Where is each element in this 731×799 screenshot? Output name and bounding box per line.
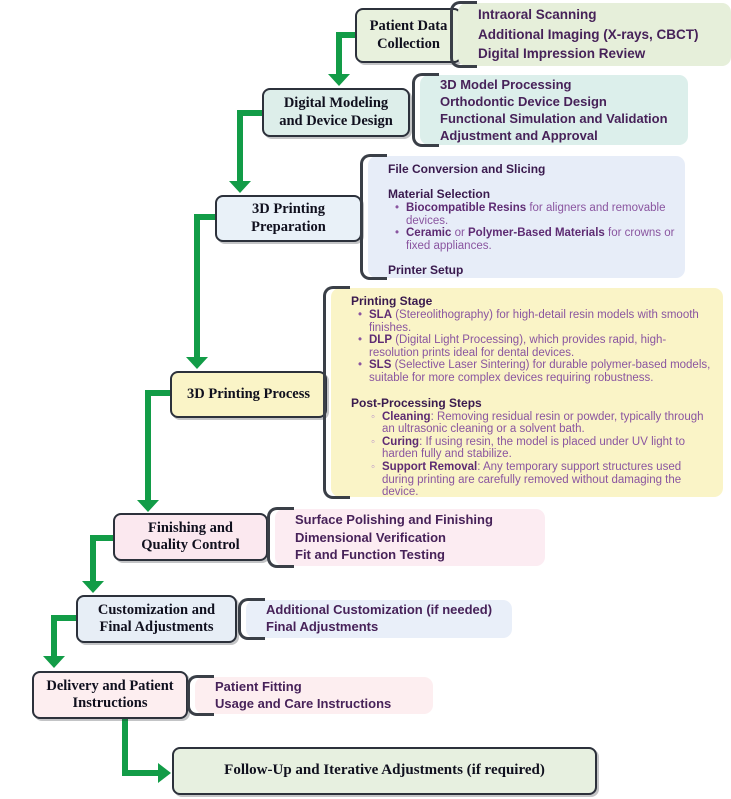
detail-lines xyxy=(478,5,721,64)
detail-line: Additional Customization (if needed) xyxy=(266,602,493,618)
detail-3d-printing-process xyxy=(331,288,723,497)
detail-delivery-patient-instructions xyxy=(195,677,433,714)
section-header: Material Selection xyxy=(388,187,491,201)
detail-finishing-quality-control xyxy=(275,509,545,566)
detail-section xyxy=(388,187,675,252)
detail-lines xyxy=(215,679,423,713)
detail-section xyxy=(351,294,713,385)
stage-label: 3D Printing Preparation xyxy=(251,201,326,235)
arrow-5-arrowhead xyxy=(82,581,104,593)
bullet-item: • Ceramic or Polymer-Based Materials for crowns or fixed appliances. xyxy=(395,227,675,252)
bullet-icon: ◦ xyxy=(371,460,376,473)
stage-label: Delivery and Patient Instructions xyxy=(46,677,174,711)
arrow-7-vertical-segment xyxy=(122,719,128,776)
detail-line: Digital Impression Review xyxy=(478,46,646,62)
stage-3d-printing-process xyxy=(170,371,327,418)
detail-sections xyxy=(388,162,675,277)
detail-patient-data-collection xyxy=(458,3,731,66)
arrow-3-vertical-segment xyxy=(194,214,200,357)
bullet-item: • SLS (Selective Laser Sintering) for durable polymer-based models, suitable for more complex devices requiring robustness. xyxy=(358,359,711,384)
bullet-icon: ◦ xyxy=(371,410,376,423)
bullet-item: ◦ Support Removal: Any temporary support structures used during printing are carefully removed without damaging the device. xyxy=(371,460,682,499)
bullet-item: • Biocompatible Resins for aligners and removable devices. xyxy=(395,202,666,227)
stage-label: Patient Data Collection xyxy=(369,18,448,52)
detail-section xyxy=(388,162,675,176)
stage-label: Follow-Up and Iterative Adjustments (if required) xyxy=(224,762,545,779)
arrow-1-vertical-segment xyxy=(336,32,342,74)
detail-customization-final-adjustments xyxy=(246,600,512,638)
detail-line: Surface Polishing and Finishing xyxy=(295,511,493,527)
detail-lines xyxy=(266,602,502,636)
section-header: File Conversion and Slicing xyxy=(388,162,546,176)
detail-digital-modeling-device-design xyxy=(420,75,688,145)
detail-lines xyxy=(295,511,535,565)
detail-lines xyxy=(440,76,678,145)
arrow-7-horizontal-segment xyxy=(122,770,159,776)
bullet-icon: • xyxy=(358,359,363,372)
detail-line: Orthodontic Device Design xyxy=(440,93,607,109)
detail-sections xyxy=(351,294,713,499)
detail-line: Dimensional Verification xyxy=(295,529,446,545)
arrow-6-arrowhead xyxy=(43,656,65,668)
arrow-4-vertical-segment xyxy=(145,390,151,500)
stage-follow-up-iterative-adjustments xyxy=(172,747,597,795)
arrow-4-arrowhead xyxy=(137,500,159,512)
bracket-connector xyxy=(360,154,387,280)
stage-patient-data-collection xyxy=(355,8,462,63)
arrow-6-vertical-segment xyxy=(51,615,57,656)
arrow-3-arrowhead xyxy=(186,357,208,369)
bullet-item: • DLP (Digital Light Processing), which provides rapid, high-resolution prints ideal for dental devices. xyxy=(358,334,667,359)
stage-label: 3D Printing Process xyxy=(187,385,310,402)
detail-line: 3D Model Processing xyxy=(440,76,572,92)
bullet-icon: • xyxy=(358,334,363,347)
bullet-item: ◦ Cleaning: Removing residual resin or powder, typically through an ultrasonic cleaning or a solvent bath. xyxy=(371,410,704,436)
stage-label: Customization and Final Adjustments xyxy=(97,601,216,635)
stage-customization-final-adjustments xyxy=(76,595,237,643)
stage-finishing-quality-control xyxy=(113,513,268,561)
detail-line: Additional Imaging (X-rays, CBCT) xyxy=(478,26,699,42)
arrow-2-vertical-segment xyxy=(237,110,243,181)
bracket-connector xyxy=(323,286,350,499)
detail-line: Functional Simulation and Validation xyxy=(440,111,668,126)
detail-section xyxy=(351,396,713,499)
bracket-connector xyxy=(267,507,294,568)
detail-line: Fit and Function Testing xyxy=(295,547,445,563)
section-header: Printing Stage xyxy=(351,294,433,308)
stage-delivery-patient-instructions xyxy=(32,671,188,719)
detail-line: Patient Fitting xyxy=(215,678,302,694)
arrow-2-arrowhead xyxy=(229,181,251,193)
bullet-icon: • xyxy=(395,202,400,214)
detail-line: Adjustment and Approval xyxy=(440,128,598,144)
detail-line: Final Adjustments xyxy=(266,619,379,634)
detail-3d-printing-preparation xyxy=(368,156,685,278)
stage-3d-printing-preparation xyxy=(215,195,362,242)
bullet-item: • SLA (Stereolithography) for high-detail resin models with smooth finishes. xyxy=(358,309,699,334)
detail-line: Usage and Care Instructions xyxy=(215,695,392,711)
arrow-7-arrowhead xyxy=(158,763,171,783)
section-header: Printer Setup xyxy=(388,263,464,278)
bullet-item: ◦ Curing: If using resin, the model is placed under UV light to harden fully and stabilize. xyxy=(371,435,685,461)
bracket-connector xyxy=(238,598,265,640)
detail-section xyxy=(388,263,675,277)
arrow-1-arrowhead xyxy=(328,74,350,86)
bracket-connector xyxy=(187,675,214,716)
section-header: Post-Processing Steps xyxy=(351,395,482,410)
stage-digital-modeling-device-design xyxy=(262,88,410,137)
arrow-5-vertical-segment xyxy=(90,535,96,581)
bullet-icon: • xyxy=(358,309,363,321)
bullet-icon: • xyxy=(395,227,400,240)
detail-line: Intraoral Scanning xyxy=(478,7,597,23)
stage-label: Digital Modeling and Device Design xyxy=(279,95,393,129)
stage-label: Finishing and Quality Control xyxy=(141,519,240,553)
bracket-connector xyxy=(412,73,439,147)
bullet-icon: ◦ xyxy=(371,435,376,448)
